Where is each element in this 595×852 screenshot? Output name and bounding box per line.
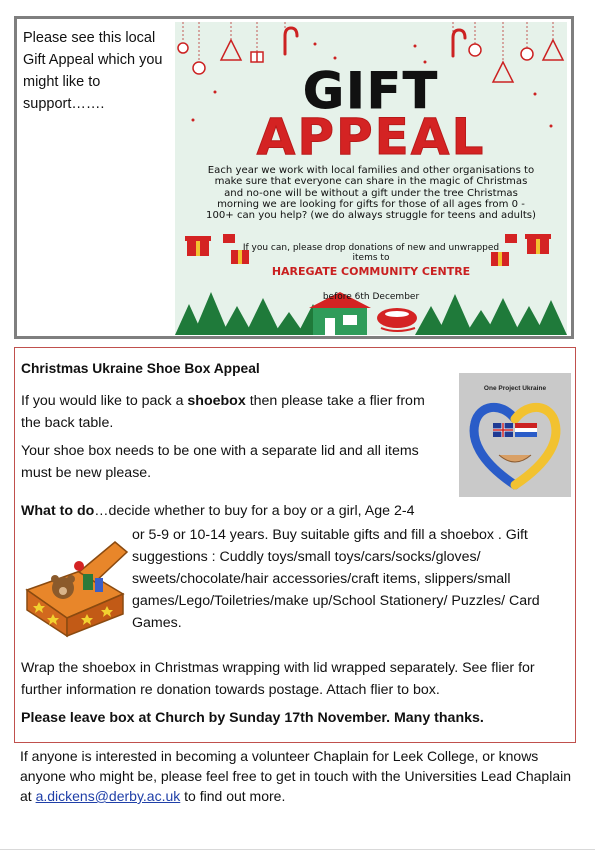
closing-note: Please leave box at Church by Sunday 17th November. Many thanks. [21,710,484,726]
one-project-ukraine-logo [459,373,571,497]
chaplain-volunteer-note [20,746,575,806]
p1-shoebox-bold: shoebox [187,393,246,409]
wrapping-instructions: Wrap the shoebox in Christmas wrapping with lid wrapped separately. See flier for further information re donation towards postage. Attach flier to box. [21,660,535,698]
poster-deadline: before 6th December [322,292,420,302]
gift-appeal-poster [175,22,567,335]
what-to-do-label: What to do [21,503,95,519]
shoebox-paragraph-2: Your shoe box needs to be one with a separate lid and all items must be new please. [21,443,419,481]
poster-dropoff: If you can, please drop donations of new and unwrapped items to [242,243,500,263]
gift-suggestions: or 5-9 or 10-14 years. Buy suitable gifts and fill a shoebox . Gift suggestions : Cuddly toys/small toys/cars/socks/gloves/ sweets/chocolate/hair accessories/craft items, slippers/small games/Lego/Toiletries/make up/School Stationery/ Puzzles/ Card Games. [132,527,540,631]
what-to-do-line [21,500,561,522]
chaplain-email-link[interactable]: a.dickens@derby.ac.uk [35,788,181,804]
ukraine-heart-icon [459,373,571,497]
gift-appeal-panel [14,16,574,339]
poster-body: Each year we work with local families and other organisations to make sure that everyone can share in the magic of Christmas and no-one will be without a gift under the tree Christmas morning we are looking for gifts for those of all ages from 0 - 100+ can you help? (we do always struggle for teens and adults) [206,165,536,222]
footer-text-end: to find out more. [180,788,286,804]
poster-title-gift: GIFT [303,62,439,120]
candy-cane-icon [285,28,465,56]
p1-text-start: If you would like to pack a [21,393,188,409]
ukraine-logo-label: One Project Ukraine [483,385,547,392]
shoebox-heading: Christmas Ukraine Shoe Box Appeal [21,361,260,376]
present-icon [251,52,263,62]
shoebox-paragraph-1 [21,390,441,434]
gift-appeal-intro: Please see this local Gift Appeal which you might like to support……. [23,30,163,112]
what-to-do-text: …decide whether to buy for a boy or a girl, Age 2-4 [94,503,415,519]
shoebox-appeal-panel [14,347,576,743]
footer-text-start: If anyone is interested in becoming a volunteer Chaplain for Leek College, or knows anyone who might be, please feel free to get in touch with the Universities Lead Chaplain at [20,748,572,804]
toy-box-icon [19,528,131,638]
poster-venue: HAREGATE COMMUNITY CENTRE [271,265,471,278]
poster-title-appeal: APPEAL [256,108,486,166]
p1-text-end: then please take a flier from the back table. [21,393,425,431]
page-bottom-divider [0,849,595,850]
